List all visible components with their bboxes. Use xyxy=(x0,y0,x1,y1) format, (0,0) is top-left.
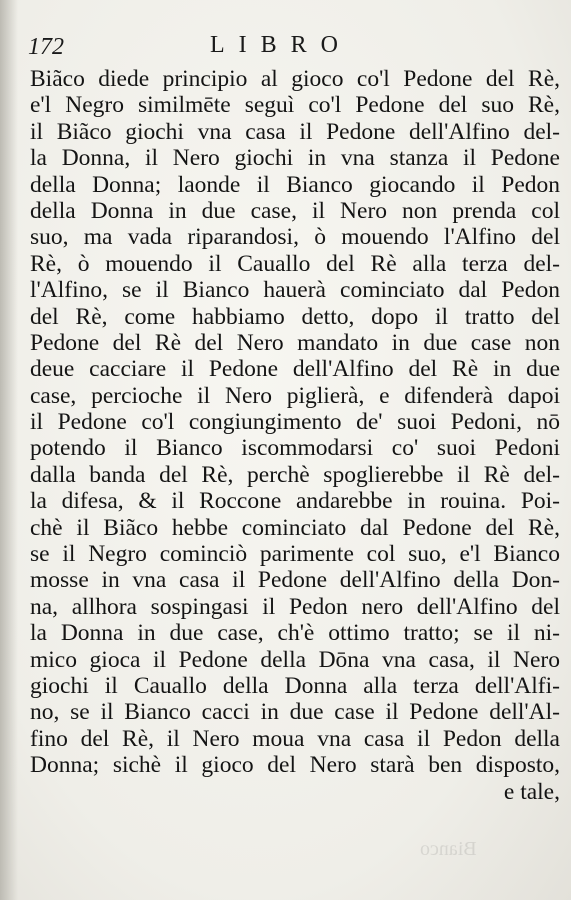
text-line: la Donna in due case, ch'è ottimo tratto; se il ni- xyxy=(30,620,560,647)
catchword: e tale, xyxy=(503,778,560,805)
text-line: mosse in vna casa il Pedone dell'Alfino della Don- xyxy=(30,567,560,594)
gutter-shadow xyxy=(0,0,18,900)
text-line: della Donna; laonde il Bianco giocando il Pedon xyxy=(30,171,560,198)
text-line: Rè, ò mouendo il Cauallo del Rè alla terza del- xyxy=(30,250,560,277)
text-line: della Donna in due case, il Nero non prenda col xyxy=(30,197,560,224)
text-line: potendo il Bianco iscommodarsi co' suoi Pedoni xyxy=(30,435,560,462)
page-number: 172 xyxy=(28,34,64,60)
text-line: deue cacciare il Pedone dell'Alfino del Rè in due xyxy=(30,356,560,383)
text-line: del Rè, come habbiamo detto, dopo il tratto del xyxy=(30,303,560,330)
text-line: chè il Biãco hebbe cominciato dal Pedone del Rè, xyxy=(30,514,560,541)
text-line: Pedone del Rè del Nero mandato in due case non xyxy=(30,329,560,356)
text-line: il Pedone co'l congiungimento de' suoi Pedoni, nō xyxy=(30,409,560,436)
page-header xyxy=(22,30,531,64)
text-line: Biãco diede principio al gioco co'l Pedone del Rè, xyxy=(30,66,560,92)
text-line: e'l Negro similmēte seguì co'l Pedone del suo Rè, xyxy=(30,92,560,119)
text-line: il Biãco giochi vna casa il Pedone dell'Alfino del- xyxy=(30,118,560,145)
text-line: la difesa, & il Roccone andarebbe in rouina. Poi- xyxy=(30,488,560,515)
text-line: fino del Rè, il Nero moua vna casa il Pedon della xyxy=(30,725,560,752)
body-text xyxy=(30,66,560,805)
text-line: se il Negro cominciò parimente col suo, e'l Bianco xyxy=(30,541,560,568)
text-line: mico gioca il Pedone della Dōna vna casa, il Nero xyxy=(30,646,560,673)
text-line: no, se il Bianco cacci in due case il Pedone dell'Al- xyxy=(30,699,560,726)
text-line: suo, ma vada riparandosi, ò mouendo l'Alfino del xyxy=(30,224,560,251)
text-line: dalla banda del Rè, perchè spoglierebbe il Rè del- xyxy=(30,461,560,488)
text-line: l'Alfino, se il Bianco hauerà cominciato dal Pedon xyxy=(30,277,560,304)
text-line: case, percioche il Nero piglierà, e difenderà dapoi xyxy=(30,382,560,409)
text-line: na, allhora sospingasi il Pedon nero dell'Alfino del xyxy=(30,593,560,620)
text-line: Donna; sichè il gioco del Nero starà ben disposto, xyxy=(30,752,560,779)
show-through-text: Bianco xyxy=(420,838,477,860)
running-head: LIBRO xyxy=(210,32,352,58)
text-line: giochi il Cauallo della Donna alla terza dell'Alfi- xyxy=(30,672,560,699)
text-line: la Donna, il Nero giochi in vna stanza il Pedone xyxy=(30,145,560,172)
